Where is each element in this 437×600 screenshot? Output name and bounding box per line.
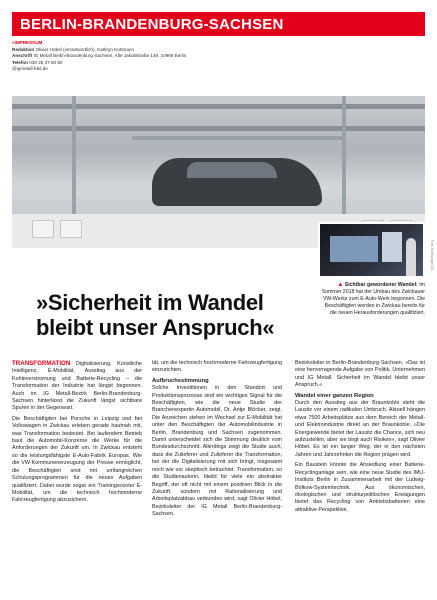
impressum-title: »IMPRESSUM [12, 40, 43, 45]
article-paragraph: tät, um die technisch hochmoderne Fahrzeugfertigung einzurichten. [152, 360, 282, 374]
article-subhead: Aufbruchsstimmung [152, 377, 209, 384]
display-screen [330, 236, 378, 262]
photo-caption [318, 282, 425, 317]
support-pillar [72, 96, 76, 214]
impressum-anschrift [12, 53, 292, 60]
impressum-redaktion [12, 47, 292, 54]
article-kicker: TRANSFORMATION [12, 360, 71, 367]
photo-credit: Foto: Volkswagen AG [430, 240, 434, 271]
article-paragraph: Digitalisierung, Künstliche Intelligenz, E-Mobilität, Ausstieg aus der Kohleverstromung und Batterie-Recycling – die Transformation der Industrie hat längst begonnen. Auch im IG Metall-Bezirk Berlin-Brandenburg-Sachsen hinterlässt die Zukunft längst sichtbare Spuren in der Gegenwart. [12, 361, 142, 412]
car-window [187, 162, 277, 178]
article-subhead: Wandel einer ganzen Region [295, 392, 374, 399]
person-figure [406, 238, 416, 276]
support-pillar [342, 96, 346, 214]
parts-bin [60, 220, 82, 238]
caption-lead: Sichtbar gewordener Wandel: [344, 282, 418, 288]
impressum-block [12, 40, 292, 73]
parts-bin [32, 220, 54, 238]
headline: »Sicherheit im Wandel bleibt unser Anspruch« [36, 290, 275, 340]
article-paragraph: Durch den Ausstieg aus der Braunkohle steht die Lausitz vor einem radikalen Umbruch. Aktuell hängen etwa 7500 Arbeitsplätze aus dem Bereich der Metall- und Elektroindustrie direkt an der Braunkohle. »Die Energiewende bietet der Lausitz die Chance, sich neu aufzustellen, aber sie birgt auch Risiken«, sagt Olivier Höbel. Es ist ein langer Weg, der in den nächsten Jahren und Jahrzehnten die Region prägen wird. [295, 400, 425, 458]
telefon-value: 030 25 37 50 50 [29, 59, 63, 65]
telefon-label: Telefon [12, 59, 28, 65]
article-paragraph: Die Beschäftigten bei Porsche in Leipzig und bei Volkswagen in Zwickau erleben gerade hautnah mit, was Transformation bedeutet. Bei laufendem Betrieb baut die Automobil-Konzerne die Werke für die Anforderungen der Zukunft um. In Zwickau entsteht so die leistungsfähigste E-Auto-Fabrik Europas. Wie die VW-Kommunenerzeugung der Presse ermöglicht, die Beschäftigten sind mit umfangreichen Schulungsprogrammen für die neuen Aufgaben qualifiziert. Dabei wurde sogar ein Trainingscenter E-Mobilität, um die technisch hochmoderne Fahrzeugfertigung abzusichern. [12, 415, 142, 504]
section-title: BERLIN-BRANDENBURG-SACHSEN [20, 16, 284, 33]
article-paragraph: Solche Investitionen in den Standort und Produktionsprozesse sind ein wichtiges Signal für die Beschäftigten, wie die neue Studie der Branchenexpertin Automobil, Dr. Antje Blöcker, zeigt. Die Anzeichen stehen im Wechsel zur E-Mobilität hat unter den Beschäftigten der Automobilindustrie in Berlin, Brandenburg und Sachsen zugenommen. Damit unterscheidet sich die Stimmung deutlich vom Bundesdurchschnitt. Allerdings zeigt die Studie auch, dass die Zulieferer und Zulieferer die Transformation, bei der die Digitalisierung mit sich bringt, insgesamt noch wie vor skeptisch betrachtet. Transformation, so die Studienautorin, bleibt für viele ein abstrakter Begriff, der oft nicht mit einem positiven Blick in die Zukunft, sondern mit Rationalisierung und Arbeitsplatzabbau verbunden wird, sagt Olivier Höbel, Bezirksleiter der IG Metall Berlin-Brandenburg-Sachsen. [152, 385, 282, 518]
caption-text: Im Sommer 2018 hat der Umbau des Zwickauer VW-Werks zum E-Auto-Werk begonnen. Die Beschäftigten werden in Zwickau bereits für die neuen Herausforderungen qualifiziert. [321, 282, 425, 316]
redaktion-label: Redaktion [12, 46, 35, 52]
inset-photo [318, 222, 425, 278]
anschrift-value: IG Metall Berlin-Brandenburg-Sachsen, Alte Jakobstraße 149, 10969 Berlin [33, 53, 187, 59]
anschrift-label: Anschrift [12, 53, 33, 59]
article-paragraph: Ein Baustein könnte die Ansiedlung einer Batterie-Recyclinganlage sein, wie eine neue Studie des IMU-Instituts Berlin in Zusammenarbeit mit der Ludwig-Bölkow-Systemtechnik. Aus ökonomischen, ökologischen und strukturpolitischen Erwägungen bietet das Recycling von Antriebsbatterien eine attraktive Perspektive. [295, 462, 425, 513]
article-column-2 [152, 360, 282, 522]
display-screen [382, 232, 402, 262]
impressum-telefon [12, 60, 292, 67]
caption-arrow-icon: ▲ [337, 282, 344, 288]
article-paragraph: Bezirksleiter in Berlin-Brandenburg-Sachsen. »Das ist eine hervorragende Aufgabe von Politik, Unternehmen und IG Metall. Sicherheit im Wandel bleibt unser Anspruch.« [295, 360, 425, 389]
redaktion-value: Olivier Höbel (verantwortlich), Kathryn Kortmann [35, 46, 135, 52]
impressum-email[interactable]: @igmetall-bbs.de [12, 66, 48, 72]
article-column-3 [295, 360, 425, 517]
article-column-1 [12, 360, 142, 508]
assembly-frame [132, 136, 342, 140]
section-header [12, 12, 425, 36]
